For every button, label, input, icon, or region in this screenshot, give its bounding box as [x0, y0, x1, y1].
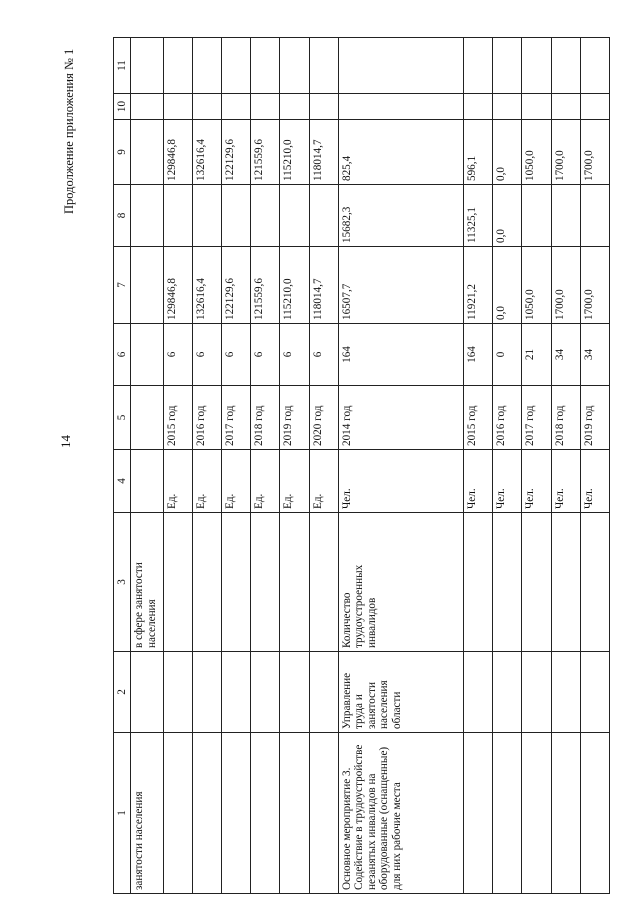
table-cell: Ед.	[280, 450, 309, 513]
table-cell	[580, 513, 609, 652]
table-cell	[493, 38, 522, 94]
table-cell: Ед.	[222, 450, 251, 513]
table-cell	[222, 38, 251, 94]
table-cell: 122129,6	[222, 247, 251, 324]
rotated-table-wrapper	[113, 38, 610, 894]
table-cell	[222, 652, 251, 733]
table-cell	[163, 652, 192, 733]
table-cell	[131, 185, 164, 247]
table-cell	[131, 94, 164, 120]
table-cell: 34	[551, 324, 580, 386]
table-cell: 1700,0	[551, 120, 580, 185]
table-cell	[280, 38, 309, 94]
table-cell: 121559,6	[251, 247, 280, 324]
table-cell	[131, 38, 164, 94]
table-cell	[493, 513, 522, 652]
table-cell	[522, 733, 551, 894]
table-cell	[131, 324, 164, 386]
table-cell	[464, 513, 493, 652]
table-cell	[309, 513, 338, 652]
table-cell	[163, 185, 192, 247]
table-cell: в сфере занятости населения	[131, 513, 164, 652]
table-cell: Ед.	[309, 450, 338, 513]
table-cell: Чел.	[493, 450, 522, 513]
table-cell: 6	[222, 324, 251, 386]
table-cell	[580, 94, 609, 120]
table-row	[580, 38, 609, 894]
table-cell: Чел.	[338, 450, 463, 513]
table-cell	[338, 38, 463, 94]
table-cell: 2019 год	[280, 386, 309, 450]
table-cell	[464, 652, 493, 733]
table-cell	[131, 247, 164, 324]
table-cell	[522, 185, 551, 247]
column-number: 1	[114, 733, 131, 894]
table-cell	[493, 733, 522, 894]
table-cell	[551, 38, 580, 94]
table-cell	[163, 733, 192, 894]
column-number: 9	[114, 120, 131, 185]
table-cell	[522, 652, 551, 733]
table-cell: 2020 год	[309, 386, 338, 450]
table-cell: 6	[251, 324, 280, 386]
table-cell: 115210,0	[280, 247, 309, 324]
table-cell: 164	[464, 324, 493, 386]
table-cell	[192, 38, 221, 94]
table-cell: 121559,6	[251, 120, 280, 185]
table-row	[338, 38, 463, 894]
table-row	[551, 38, 580, 894]
table-cell	[551, 185, 580, 247]
table-cell	[192, 652, 221, 733]
table-cell	[131, 652, 164, 733]
table-cell	[280, 652, 309, 733]
table-cell	[192, 185, 221, 247]
column-number: 8	[114, 185, 131, 247]
column-number: 10	[114, 94, 131, 120]
column-number: 11	[114, 38, 131, 94]
table-cell: Ед.	[192, 450, 221, 513]
column-number: 3	[114, 513, 131, 652]
table-body	[114, 38, 610, 894]
table-cell: 2015 год	[163, 386, 192, 450]
table-cell	[551, 733, 580, 894]
table-cell: 1050,0	[522, 247, 551, 324]
table-cell: 6	[280, 324, 309, 386]
table-cell	[309, 38, 338, 94]
table-cell	[251, 733, 280, 894]
table-cell: 16507,7	[338, 247, 463, 324]
table-cell: Чел.	[551, 450, 580, 513]
table-row	[493, 38, 522, 894]
table-cell	[464, 94, 493, 120]
table-cell	[309, 733, 338, 894]
table-cell: Чел.	[522, 450, 551, 513]
table-cell: 118014,7	[309, 120, 338, 185]
table-cell: 129846,8	[163, 247, 192, 324]
table-cell	[251, 185, 280, 247]
table-cell: 164	[338, 324, 463, 386]
table-cell	[493, 652, 522, 733]
table-cell	[192, 733, 221, 894]
table-cell: Чел.	[580, 450, 609, 513]
table-cell: занятости населения	[131, 733, 164, 894]
column-number: 4	[114, 450, 131, 513]
table-cell	[522, 513, 551, 652]
table-row	[522, 38, 551, 894]
table-row	[131, 38, 164, 894]
table-row	[309, 38, 338, 894]
continuation-note: Продолжение приложения № 1	[62, 48, 76, 214]
table-cell: 11921,2	[464, 247, 493, 324]
table-cell	[580, 38, 609, 94]
table-row	[464, 38, 493, 894]
table-row	[251, 38, 280, 894]
table-cell: 2017 год	[222, 386, 251, 450]
table-cell	[163, 38, 192, 94]
table-row	[222, 38, 251, 894]
table-cell	[580, 733, 609, 894]
table-cell: Ед.	[251, 450, 280, 513]
table-cell	[131, 120, 164, 185]
table-cell	[551, 652, 580, 733]
table-cell: 825,4	[338, 120, 463, 185]
table-cell	[251, 652, 280, 733]
table-cell: Чел.	[464, 450, 493, 513]
program-table	[113, 37, 610, 894]
table-cell	[551, 513, 580, 652]
table-cell: 132616,4	[192, 247, 221, 324]
table-row	[163, 38, 192, 894]
table-cell	[131, 450, 164, 513]
table-cell: 15682,3	[338, 185, 463, 247]
table-cell: 132616,4	[192, 120, 221, 185]
column-number: 7	[114, 247, 131, 324]
table-cell	[131, 386, 164, 450]
table-cell: 2016 год	[493, 386, 522, 450]
column-number-row	[114, 38, 131, 894]
table-cell	[280, 94, 309, 120]
table-row	[192, 38, 221, 894]
table-cell	[522, 94, 551, 120]
table-cell: 6	[309, 324, 338, 386]
table-cell: 0,0	[493, 185, 522, 247]
table-cell	[551, 94, 580, 120]
table-cell: 0,0	[493, 120, 522, 185]
table-cell	[222, 185, 251, 247]
table-cell: 11325,1	[464, 185, 493, 247]
column-number: 5	[114, 386, 131, 450]
table-cell	[163, 513, 192, 652]
table-cell	[309, 185, 338, 247]
table-cell: 2018 год	[551, 386, 580, 450]
table-cell: 6	[192, 324, 221, 386]
table-cell: 596,1	[464, 120, 493, 185]
table-cell	[192, 513, 221, 652]
table-cell: 2017 год	[522, 386, 551, 450]
table-cell: 1700,0	[551, 247, 580, 324]
table-cell: 2014 год	[338, 386, 463, 450]
table-cell	[222, 94, 251, 120]
table-cell	[251, 38, 280, 94]
table-cell	[464, 38, 493, 94]
table-cell	[280, 185, 309, 247]
table-cell: 0	[493, 324, 522, 386]
table-cell	[493, 94, 522, 120]
table-row	[280, 38, 309, 894]
table-cell: 2018 год	[251, 386, 280, 450]
table-cell: 1700,0	[580, 120, 609, 185]
table-cell: 21	[522, 324, 551, 386]
table-cell	[280, 513, 309, 652]
table-cell: 118014,7	[309, 247, 338, 324]
table-cell	[222, 733, 251, 894]
column-number: 2	[114, 652, 131, 733]
table-cell	[222, 513, 251, 652]
table-cell: 6	[163, 324, 192, 386]
table-cell: 0,0	[493, 247, 522, 324]
table-cell: Количество трудоустроенных инвалидов	[338, 513, 463, 652]
table-cell: Основное мероприятие 3. Содействие в трудоустройстве незанятых инвалидов на оборудованные (оснащенные) для них рабочие места	[338, 733, 463, 894]
table-cell	[309, 652, 338, 733]
table-cell: Управление труда и занятости населения области	[338, 652, 463, 733]
page-number: 14	[58, 435, 73, 448]
table-cell	[338, 94, 463, 120]
table-cell	[522, 38, 551, 94]
table-cell: 2016 год	[192, 386, 221, 450]
table-cell	[464, 733, 493, 894]
table-cell: 1050,0	[522, 120, 551, 185]
table-cell	[251, 513, 280, 652]
column-number: 6	[114, 324, 131, 386]
table-cell: 2019 год	[580, 386, 609, 450]
table-cell: 115210,0	[280, 120, 309, 185]
table-cell: Ед.	[163, 450, 192, 513]
table-cell	[280, 733, 309, 894]
table-cell	[580, 185, 609, 247]
table-cell	[309, 94, 338, 120]
table-cell	[580, 652, 609, 733]
table-cell	[251, 94, 280, 120]
table-cell: 34	[580, 324, 609, 386]
table-cell: 1700,0	[580, 247, 609, 324]
table-cell	[192, 94, 221, 120]
table-cell: 129846,8	[163, 120, 192, 185]
table-cell: 122129,6	[222, 120, 251, 185]
table-cell	[163, 94, 192, 120]
table-cell: 2015 год	[464, 386, 493, 450]
